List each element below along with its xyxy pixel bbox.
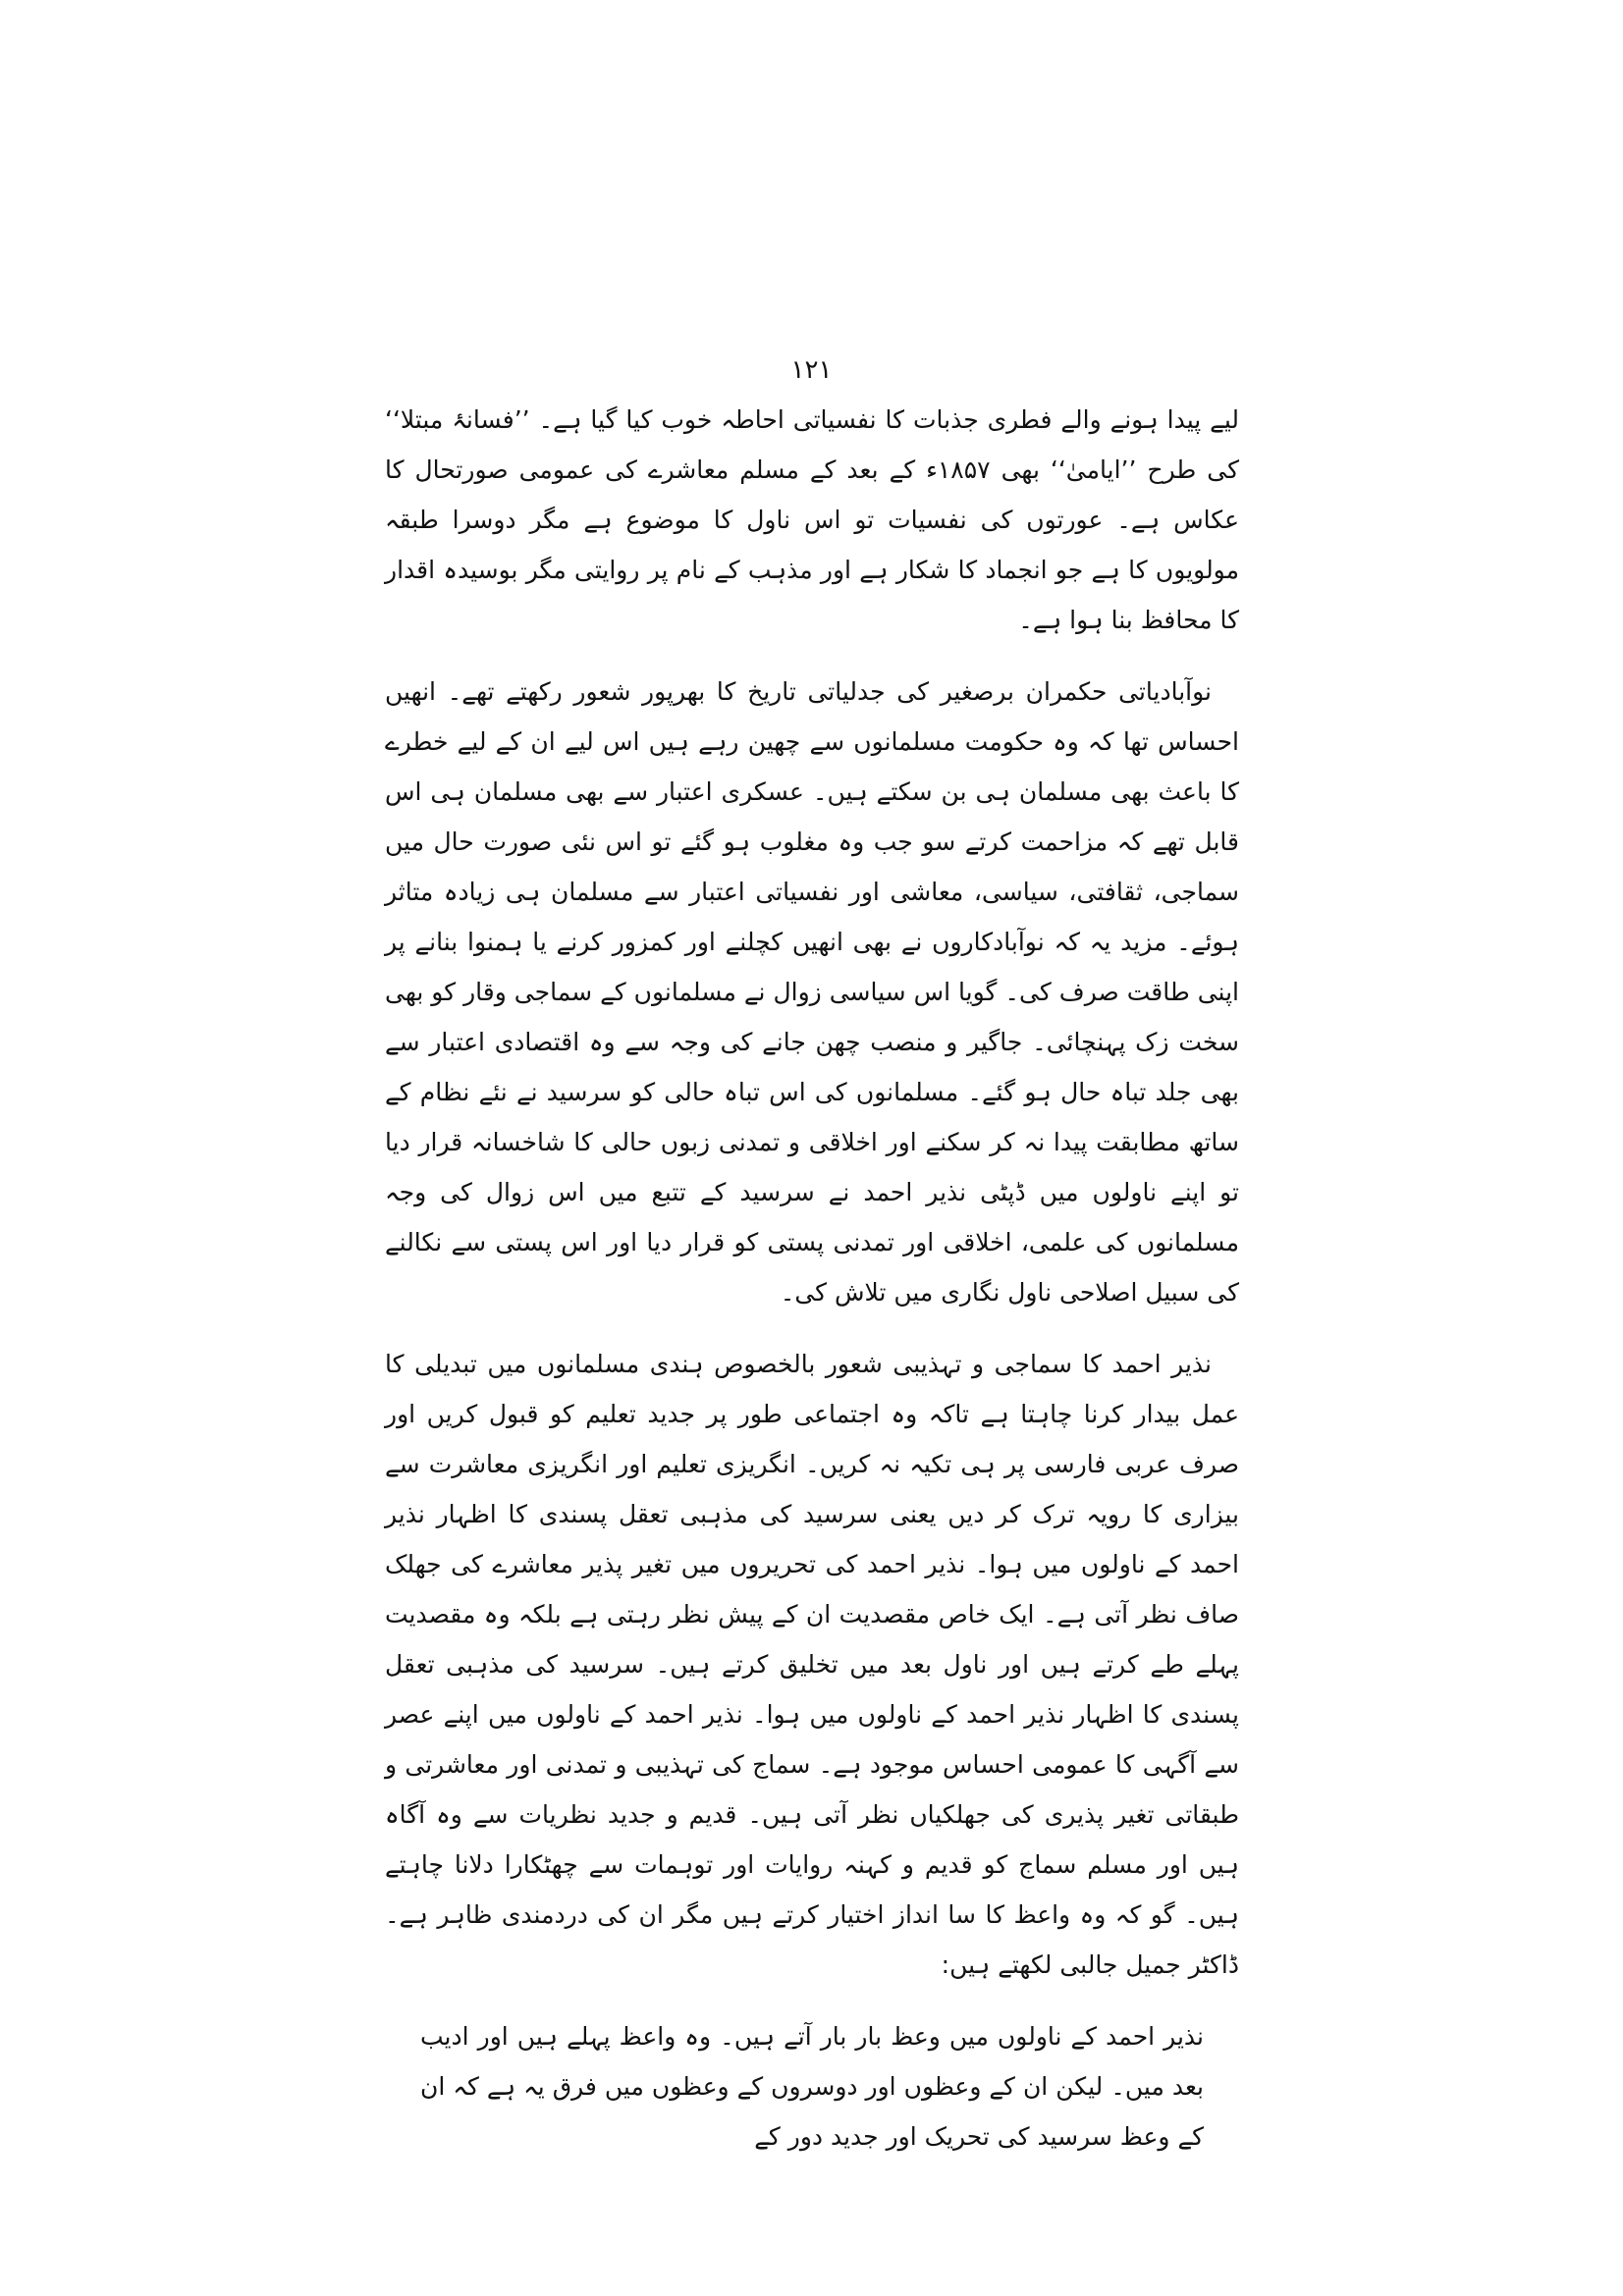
block-quote: نذیر احمد کے ناولوں میں وعظ بار بار آتے ہیں۔ وہ واعظ پہلے ہیں اور ادیب بعد میں۔ لیکن ان کے وعظوں اور دوسروں کے وعظوں میں فرق یہ ہے کہ ان کے وعظ سرسید کی تحریک اور جدید دور کے [420,2022,1204,2151]
body-text [385,395,1239,2162]
paragraph-1: لیے پیدا ہونے والے فطری جذبات کا نفسیاتی احاطہ خوب کیا گیا ہے۔ ’’فسانۂ مبتلا‘‘ کی طرح ’’ایامیٰ‘‘ بھی ۱۸۵۷ء کے بعد کے مسلم معاشرے کی عمومی صورتحال کا عکاس ہے۔ عورتوں کی نفسیات تو اس ناول کا موضوع ہے مگر دوسرا طبقہ مولویوں کا ہے جو انجماد کا شکار ہے اور مذہب کے نام پر روایتی مگر بوسیدہ اقدار کا محافظ بنا ہوا ہے۔ [385,405,1239,634]
paragraph-3: نذیر احمد کا سماجی و تہذیبی شعور بالخصوص ہندی مسلمانوں میں تبدیلی کا عمل بیدار کرنا چاہتا ہے تاکہ وہ اجتماعی طور پر جدید تعلیم کو قبول کریں اور صرف عربی فارسی پر ہی تکیہ نہ کریں۔ انگریزی تعلیم اور انگریزی معاشرت سے بیزاری کا رویہ ترک کر دیں یعنی سرسید کی مذہبی تعقل پسندی کا اظہار نذیر احمد کے ناولوں میں ہوا۔ نذیر احمد کی تحریروں میں تغیر پذیر معاشرے کی جھلک صاف نظر آتی ہے۔ ایک خاص مقصدیت ان کے پیش نظر رہتی ہے بلکہ وہ مقصدیت پہلے طے کرتے ہیں اور ناول بعد میں تخلیق کرتے ہیں۔ سرسید کی مذہبی تعقل پسندی کا اظہار نذیر احمد کے ناولوں میں ہوا۔ نذیر احمد کے ناولوں میں اپنے عصر سے آگہی کا عمومی احساس موجود ہے۔ سماج کی تہذیبی و تمدنی اور معاشرتی و طبقاتی تغیر پذیری کی جھلکیاں نظر آتی ہیں۔ قدیم و جدید نظریات سے وہ آگاہ ہیں اور مسلم سماج کو قدیم و کہنہ روایات اور توہمات سے چھٹکارا دلانا چاہتے ہیں۔ گو کہ وہ واعظ کا سا انداز اختیار کرتے ہیں مگر ان کی دردمندی ظاہر ہے۔ ڈاکٹر جمیل جالبی لکھتے ہیں: [385,1350,1239,1979]
paragraph-2: نوآبادیاتی حکمران برصغیر کی جدلیاتی تاریخ کا بھرپور شعور رکھتے تھے۔ انھیں احساس تھا کہ وہ حکومت مسلمانوں سے چھین رہے ہیں اس لیے ان کے لیے خطرے کا باعث بھی مسلمان ہی بن سکتے ہیں۔ عسکری اعتبار سے بھی مسلمان ہی اس قابل تھے کہ مزاحمت کرتے سو جب وہ مغلوب ہو گئے تو اس نئی صورت حال میں سماجی، ثقافتی، سیاسی، معاشی اور نفسیاتی اعتبار سے مسلمان ہی زیادہ متاثر ہوئے۔ مزید یہ کہ نوآبادکاروں نے بھی انھیں کچلنے اور کمزور کرنے یا ہمنوا بنانے پر اپنی طاقت صرف کی۔ گویا اس سیاسی زوال نے مسلمانوں کے سماجی وقار کو بھی سخت زک پہنچائی۔ جاگیر و منصب چھن جانے کی وجہ سے وہ اقتصادی اعتبار سے بھی جلد تباہ حال ہو گئے۔ مسلمانوں کی اس تباہ حالی کو سرسید نے نئے نظام کے ساتھ مطابقت پیدا نہ کر سکنے اور اخلاقی و تمدنی زبوں حالی کا شاخسانہ قرار دیا تو اپنے ناولوں میں ڈپٹی نذیر احمد نے سرسید کے تتبع میں اس زوال کی وجہ مسلمانوں کی علمی، اخلاقی اور تمدنی پستی کو قرار دیا اور اس پستی سے نکالنے کی سبیل اصلاحی ناول نگاری میں تلاش کی۔ [385,677,1239,1307]
page-number: ۱۲۱ [790,355,833,385]
